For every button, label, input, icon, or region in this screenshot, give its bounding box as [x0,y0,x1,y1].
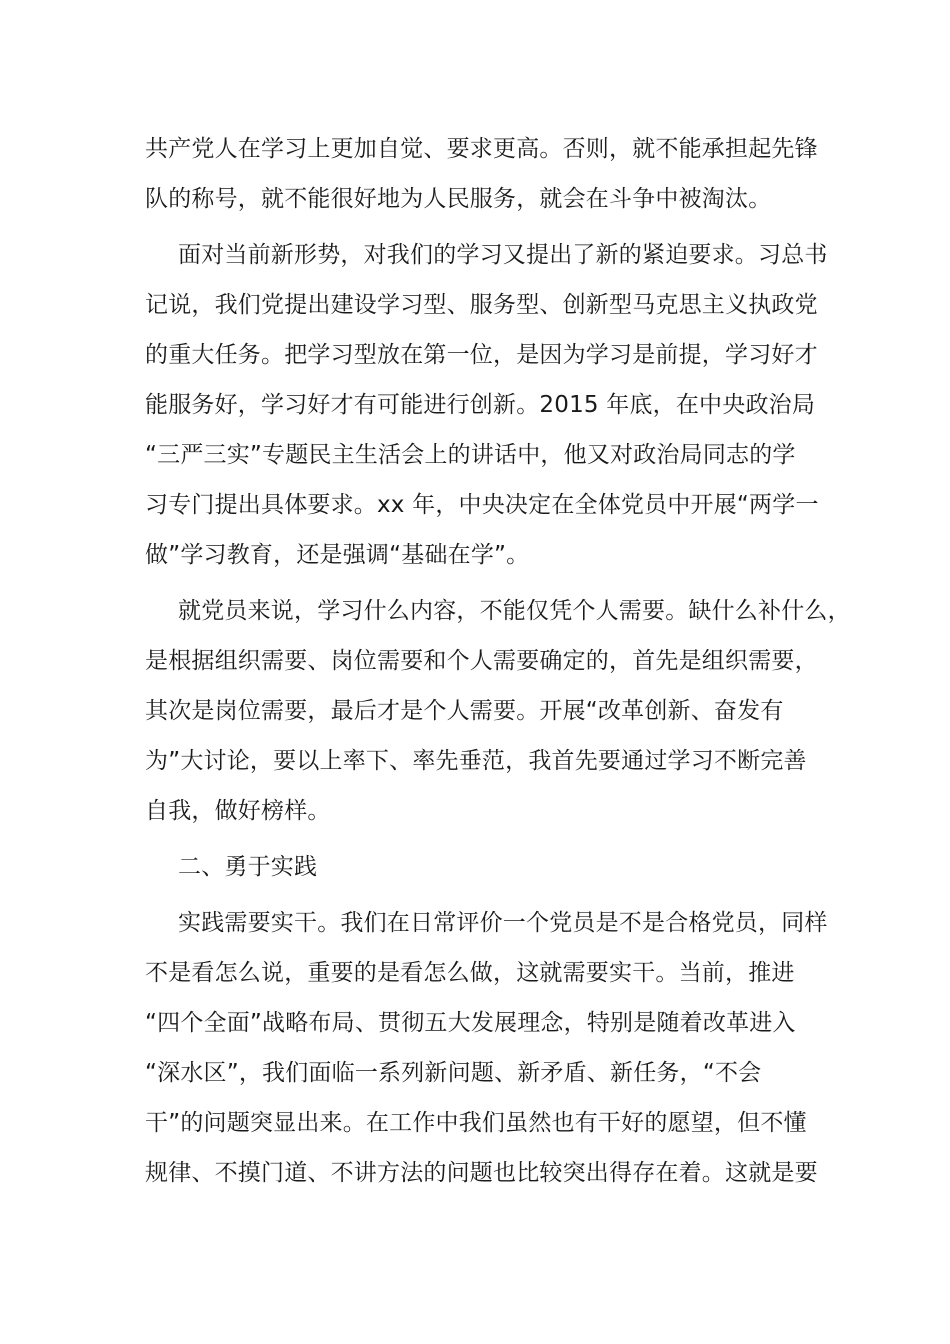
text-line: 干”的问题突显出来。在工作中我们虽然也有干好的愿望，但不懂 [145,1110,807,1136]
text-line: 的重大任务。把学习型放在第一位，是因为学习是前提，学习好才 [145,342,818,368]
text-line: 习专门提出具体要求。xx 年，中央决定在全体党员中开展“两学一 [145,492,819,518]
text-line: 能服务好，学习好才有可能进行创新。2015 年底，在中央政治局 [145,392,816,418]
text-line: 共产党人在学习上更加自觉、要求更高。否则，就不能承担起先锋 [145,136,818,162]
text-line: 做”学习教育，还是强调“基础在学”。 [145,542,530,568]
paragraph-start-line: 实践需要实干。我们在日常评价一个党员是不是合格党员，同样 [178,910,828,936]
text-line: 规律、不摸门道、不讲方法的问题也比较突出得存在着。这就是要 [145,1160,818,1186]
text-line: 不是看怎么说，重要的是看怎么做，这就需要实干。当前，推进 [145,960,795,986]
text-line: 队的称号，就不能很好地为人民服务，就会在斗争中被淘汰。 [145,186,772,212]
section-heading: 二、勇于实践 [178,854,318,880]
text-line: 为”大讨论，要以上率下、率先垂范，我首先要通过学习不断完善 [145,748,807,774]
paragraph-start-line: 就党员来说，学习什么内容，不能仅凭个人需要。缺什么补什么， [178,598,851,624]
text-line: 是根据组织需要、岗位需要和个人需要确定的，首先是组织需要， [145,648,818,674]
paragraph-start-line: 面对当前新形势，对我们的学习又提出了新的紧迫要求。习总书 [178,242,828,268]
text-line: “三严三实”专题民主生活会上的讲话中，他又对政治局同志的学 [145,442,796,468]
text-line: 其次是岗位需要，最后才是个人需要。开展“改革创新、奋发有 [145,698,784,724]
text-line: “四个全面”战略布局、贯彻五大发展理念，特别是随着改革进入 [145,1010,796,1036]
text-line: 记说，我们党提出建设学习型、服务型、创新型马克思主义执政党 [145,292,818,318]
text-line: 自我，做好榜样。 [145,798,331,824]
text-line: “深水区”，我们面临一系列新问题、新矛盾、新任务，“不会 [145,1060,762,1086]
